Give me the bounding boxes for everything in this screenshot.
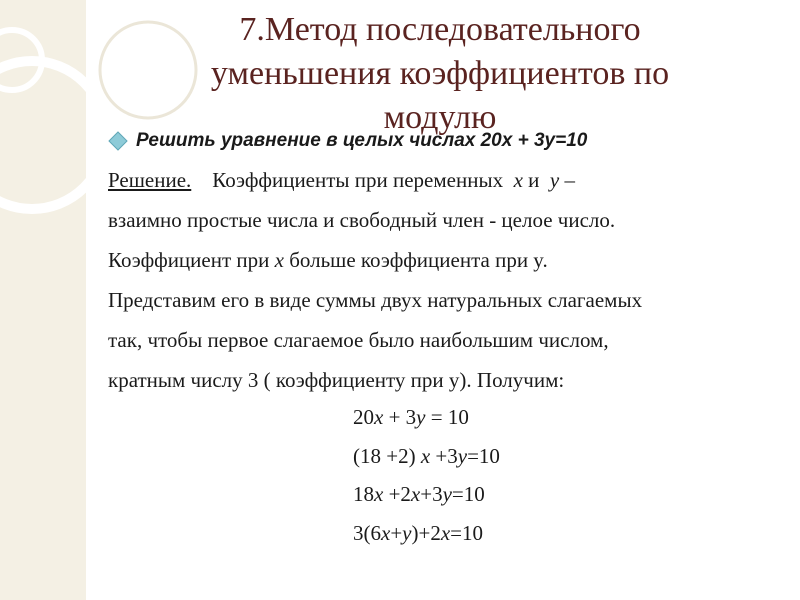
eq-variable: x <box>420 444 431 468</box>
solution-text: – <box>564 168 575 192</box>
title-line-3: модулю <box>383 99 497 136</box>
eq-part: +3 <box>430 444 458 468</box>
solution-text: Коэффициенты при переменных <box>212 168 504 192</box>
task-statement: Решить уравнение в целых числах 20x + 3y=10 <box>136 130 588 151</box>
title-line-2: уменьшения коэффициентов по <box>210 55 670 92</box>
equation-2 <box>353 444 500 469</box>
eq-variable: x <box>374 482 384 506</box>
equation-4 <box>353 521 483 546</box>
bullet-icon <box>108 131 128 151</box>
eq-part: +2 <box>383 482 411 506</box>
eq-part: )+2 <box>411 521 441 545</box>
solution-line-1 <box>108 168 575 193</box>
variable-x: x <box>513 168 523 192</box>
equation-3 <box>353 482 485 507</box>
slide-title <box>120 8 760 140</box>
task-bullet-item <box>108 130 587 152</box>
eq-part: =10 <box>451 482 485 506</box>
eq-part: + <box>390 521 403 545</box>
eq-variable: y <box>402 521 412 545</box>
solution-label: Решение. <box>108 168 192 192</box>
eq-variable: y <box>442 482 452 506</box>
solution-line-3 <box>108 248 548 273</box>
eq-variable: y <box>457 444 468 468</box>
solution-text: и <box>528 168 540 192</box>
eq-part: 20 <box>353 405 374 429</box>
solution-line-4: Представим его в виде суммы двух натуральных слагаемых <box>108 288 643 312</box>
eq-variable: y <box>416 405 426 429</box>
eq-variable: x <box>374 405 384 429</box>
solution-line-2: взаимно простые числа и свободный член - целое число. <box>108 208 616 232</box>
solution-line-5: так, чтобы первое слагаемое было наибольшим числом, <box>108 328 609 352</box>
solution-line-6: кратным числу 3 ( коэффициенту при y). Получим: <box>108 368 565 392</box>
eq-part: +3 <box>420 482 443 506</box>
eq-part: (18 +2) <box>353 444 421 468</box>
variable-x: x <box>274 248 284 272</box>
solution-text: больше коэффициента при y. <box>289 248 548 272</box>
eq-part: + 3 <box>383 405 417 429</box>
eq-part: = 10 <box>425 405 469 429</box>
eq-variable: x <box>440 521 451 545</box>
title-line-1: 7.Метод последовательного <box>239 11 641 48</box>
eq-variable: x <box>410 482 421 506</box>
solution-text: Коэффициент при <box>108 248 270 272</box>
eq-part: 3(6 <box>353 521 381 545</box>
eq-part: 18 <box>353 482 374 506</box>
variable-y: y <box>549 168 560 192</box>
eq-part: =10 <box>450 521 484 545</box>
eq-variable: x <box>381 521 391 545</box>
eq-part: =10 <box>467 444 500 468</box>
equation-1 <box>353 405 469 430</box>
